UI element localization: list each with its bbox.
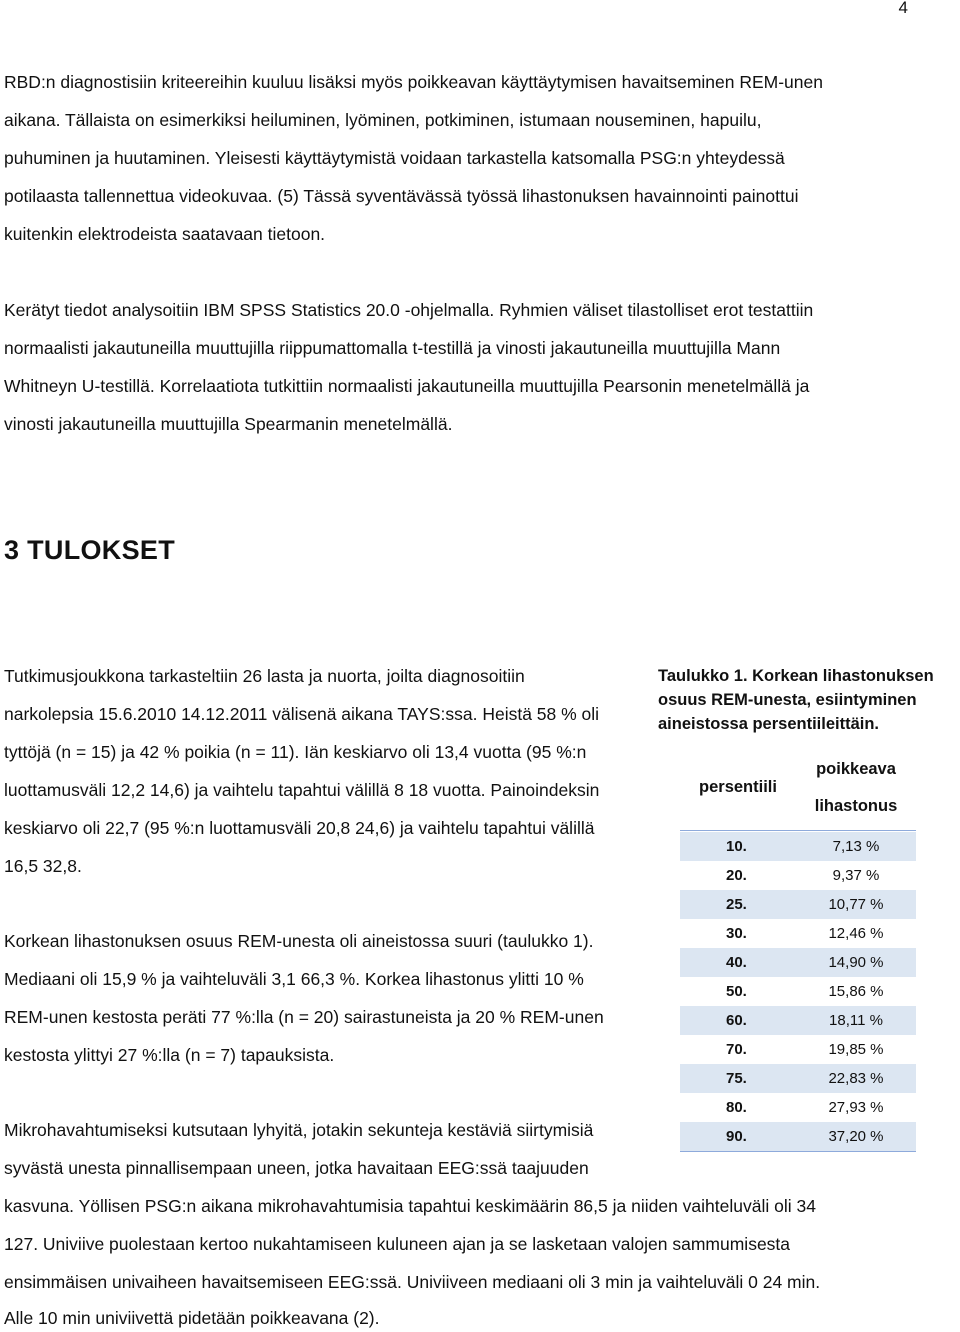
results-line: tyttöjä (n = 15) ja 42 % poikia (n = 11). Iän keskiarvo oli 13,4 vuotta (95 %:n — [4, 742, 587, 762]
table-cell-percentile: 80. — [726, 1099, 747, 1116]
table-caption-line: Taulukko 1. Korkean lihastonuksen — [658, 667, 934, 685]
table-cell-percentile: 30. — [726, 925, 747, 942]
results-line: luottamusväli 12,2 14,6) ja vaihtelu tapahtui välillä 8 18 vuotta. Painoindeksin — [4, 780, 600, 800]
table-header-abnormal: poikkeava — [816, 760, 896, 778]
results-line: narkolepsia 15.6.2010 14.12.2011 välisenä aikana TAYS:ssa. Heistä 58 % oli — [4, 704, 600, 724]
results-line: syvästä unesta pinnallisempaan uneen, jotka havaitaan EEG:ssä taajuuden — [4, 1158, 589, 1178]
results-line: kasvuna. Yöllisen PSG:n aikana mikrohavahtumisia tapahtui keskimäärin 86,5 ja niiden vaihteluväli oli 34 — [4, 1196, 816, 1216]
methods-line: Whitneyn U-testillä. Korrelaatiota tutkittiin normaalisti jakautuneilla muuttujilla Pearsonin menetelmällä ja — [4, 376, 810, 396]
results-line: Korkean lihastonuksen osuus REM-unesta oli aineistossa suuri (taulukko 1). — [4, 931, 594, 951]
results-line: 16,5 32,8. — [4, 856, 82, 876]
section-heading: 3 TULOKSET — [4, 535, 176, 565]
table-caption-line: aineistossa persentiileittäin. — [658, 715, 879, 733]
table-cell-value: 7,13 % — [796, 832, 916, 861]
table-row — [680, 1122, 916, 1152]
intro-line: puhuminen ja huutaminen. Yleisesti käyttäytymistä voidaan tarkastella katsomalla PSG:n yhteydessä — [4, 148, 785, 168]
table-row — [680, 1064, 916, 1093]
table-cell-percentile: 20. — [726, 867, 747, 884]
table-row — [680, 832, 916, 861]
table-cell-percentile: 90. — [680, 1122, 796, 1152]
results-line: Alle 10 min univiivettä pidetään poikkeavana (2). — [4, 1308, 380, 1328]
intro-line: potilaasta tallennettua videokuvaa. (5) Tässä syventävässä työssä lihastonuksen havainnointi painottui — [4, 186, 799, 206]
results-line: Mediaani oli 15,9 % ja vaihteluväli 3,1 66,3 %. Korkea lihastonus ylitti 10 % — [4, 969, 584, 989]
table-cell-value: 19,85 % — [828, 1041, 884, 1058]
table-cell-percentile: 60. — [680, 1006, 796, 1035]
table-cell-value: 9,37 % — [832, 867, 880, 884]
table-cell-value: 22,83 % — [796, 1064, 916, 1093]
table-row — [680, 977, 916, 1006]
results-line: kestosta ylittyi 27 %:lla (n = 7) tapauksista. — [4, 1045, 335, 1065]
table-cell-percentile: 40. — [680, 948, 796, 977]
intro-line: RBD:n diagnostisiin kriteereihin kuuluu lisäksi myös poikkeavan käyttäytymisen havaitseminen REM-unen — [4, 72, 823, 92]
table-header-percentile: persentiili — [699, 778, 777, 796]
table-header-tone: lihastonus — [814, 797, 898, 815]
table-cell-value: 27,93 % — [828, 1099, 884, 1116]
table-cell-percentile: 50. — [726, 983, 747, 1000]
table-cell-value: 12,46 % — [828, 925, 884, 942]
results-line: 127. Univiive puolestaan kertoo nukahtamiseen kuluneen ajan ja se lasketaan valojen sammumisesta — [4, 1234, 791, 1254]
table-row — [680, 948, 916, 977]
table-cell-percentile: 70. — [726, 1041, 747, 1058]
table-cell-value: 10,77 % — [796, 890, 916, 919]
table-row — [680, 1035, 916, 1064]
table-cell-value: 18,11 % — [796, 1006, 916, 1035]
table-row — [680, 919, 916, 948]
methods-line: Kerätyt tiedot analysoitiin IBM SPSS Statistics 20.0 -ohjelmalla. Ryhmien väliset tilastolliset erot testattiin — [4, 300, 814, 320]
intro-line: aikana. Tällaista on esimerkiksi heiluminen, lyöminen, potkiminen, istumaan nouseminen, hapuilu, — [4, 110, 762, 130]
table-cell-value: 14,90 % — [796, 948, 916, 977]
table-cell-value: 37,20 % — [796, 1122, 916, 1152]
table-caption — [658, 664, 934, 736]
table-row — [680, 861, 916, 890]
table-cell-percentile: 25. — [680, 890, 796, 919]
methods-line: normaalisti jakautuneilla muuttujilla riippumattomalla t-testillä ja vinosti jakautuneilla muuttujilla Mann — [4, 338, 781, 358]
intro-line: kuitenkin elektrodeista saatavaan tietoon. — [4, 224, 326, 244]
table-caption-line: osuus REM-unesta, esiintyminen — [658, 691, 917, 709]
table-row — [680, 1006, 916, 1035]
results-line: REM-unen kestosta peräti 77 %:lla (n = 20) sairastuneista ja 20 % REM-unen — [4, 1007, 604, 1027]
table-row — [680, 1093, 916, 1122]
table-header-divider — [680, 830, 916, 831]
results-line: Tutkimusjoukkona tarkasteltiin 26 lasta ja nuorta, joilta diagnosoitiin — [4, 666, 525, 686]
table-cell-percentile: 10. — [680, 832, 796, 861]
results-line: Mikrohavahtumiseksi kutsutaan lyhyitä, jotakin sekunteja kestäviä siirtymisiä — [4, 1120, 594, 1140]
table-row — [680, 890, 916, 919]
percentile-table — [680, 832, 916, 1152]
table-cell-percentile: 75. — [680, 1064, 796, 1093]
methods-line: vinosti jakautuneilla muuttujilla Spearmanin menetelmällä. — [4, 414, 453, 434]
results-line: keskiarvo oli 22,7 (95 %:n luottamusväli 20,8 24,6) ja vaihtelu tapahtui välillä — [4, 818, 595, 838]
page-number: 4 — [898, 0, 908, 17]
results-line: ensimmäisen univaiheen havaitsemiseen EEG:ssä. Univiiveen mediaani oli 3 min ja vaihteluväli 0 24 min. — [4, 1272, 821, 1292]
table-cell-value: 15,86 % — [828, 983, 884, 1000]
